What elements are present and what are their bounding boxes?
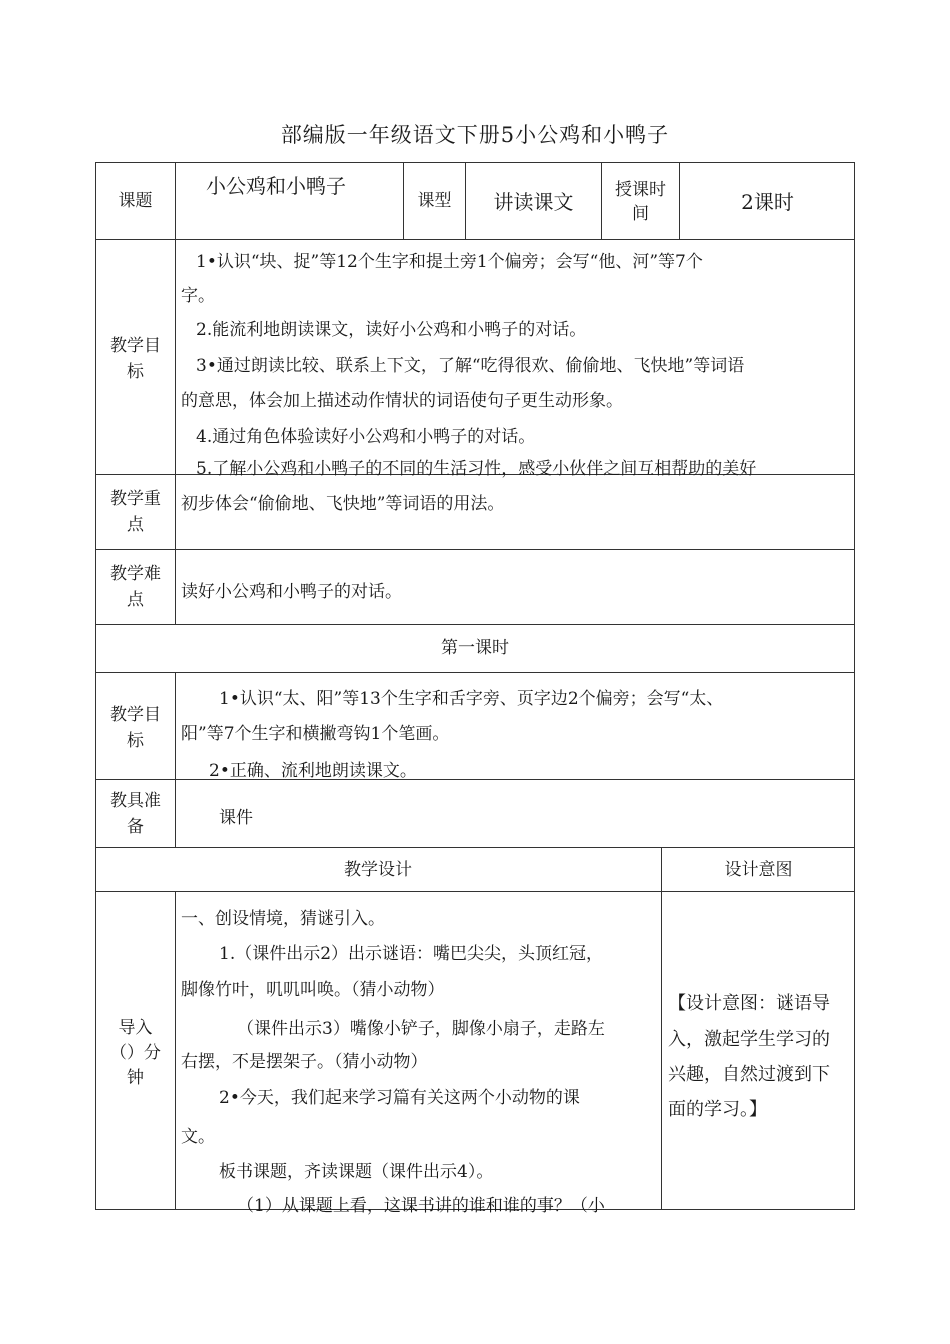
difficulties-label — [96, 561, 175, 613]
lesson-goals-label — [96, 702, 175, 754]
document-title: 部编版一年级语文下册5小公鸡和小鸭子 — [280, 123, 670, 147]
lesson-goal-line-1: 1•认识“太、阳”等13个生字和舌字旁、页字边2个偏旁；会写“太、 — [219, 689, 724, 709]
difficulties-text: 读好小公鸡和小鸭子的对话。 — [181, 582, 402, 602]
tools-label-line: 备 — [127, 817, 144, 837]
design-line: 文。 — [181, 1127, 215, 1147]
design-line: （课件出示3）嘴像小铲子，脚像小扇子，走路左 — [237, 1019, 605, 1039]
key-points-label-line: 点 — [127, 515, 144, 535]
difficulties-label-line: 教学难 — [110, 564, 161, 584]
key-points-text: 初步体会“偷偷地、飞快地”等词语的用法。 — [181, 494, 505, 514]
goal-line-5: 5.了解小公鸡和小鸭子的不同的生活习性，感受小伙伴之间互相帮助的美好 — [196, 459, 757, 479]
goals-label-line: 标 — [127, 362, 144, 382]
stage-label — [96, 1016, 175, 1091]
tools-label-line: 教具准 — [110, 791, 161, 811]
lesson-goals-label-line: 标 — [127, 731, 144, 751]
goals-label-line: 教学目 — [110, 336, 161, 356]
tools-label — [96, 788, 175, 840]
goal-line-2: 2.能流利地朗读课文，读好小公鸡和小鸭子的对话。 — [196, 320, 587, 340]
type-value: 讲读课文 — [493, 190, 574, 214]
goal-line-1: 1•认识“块、捉”等12个生字和提土旁1个偏旁；会写“他、河”等7个 — [196, 252, 703, 272]
intent-line: 面的学习。】 — [668, 1099, 767, 1120]
difficulties-label-line: 点 — [127, 590, 144, 610]
goals-label — [96, 333, 175, 385]
lesson-goals-label-line: 教学目 — [110, 705, 161, 725]
key-points-label — [96, 486, 175, 538]
goal-line-4: 4.通过角色体验读好小公鸡和小鸭子的对话。 — [196, 427, 536, 447]
intent-line: 【设计意图：谜语导 — [668, 993, 830, 1014]
row-divider — [95, 549, 855, 550]
goal-line-3: 3•通过朗读比较、联系上下文，了解“吃得很欢、偷偷地、飞快地”等词语 — [196, 356, 745, 376]
row-divider — [95, 891, 855, 892]
design-line: 2•今天，我们起来学习篇有关这两个小动物的课 — [219, 1088, 580, 1108]
col-divider — [175, 162, 176, 624]
row-divider — [95, 624, 855, 625]
lesson-heading: 第一课时 — [441, 638, 509, 658]
tools-value: 课件 — [219, 808, 253, 828]
intent-column-header: 设计意图 — [724, 860, 793, 880]
topic-value: 小公鸡和小鸭子 — [206, 174, 346, 198]
stage-label-line: 导入 — [118, 1018, 153, 1038]
stage-label-line: 钟 — [127, 1068, 144, 1088]
design-line: 脚像竹叶，叽叽叫唤。（猜小动物） — [181, 980, 445, 1000]
goal-line-1-cont: 字。 — [181, 286, 215, 306]
design-line: 右摆，不是摆架子。（猜小动物） — [181, 1052, 428, 1072]
intent-line: 兴趣，自然过渡到下 — [668, 1064, 830, 1085]
time-value: 2课时 — [741, 190, 794, 214]
row-divider — [95, 847, 855, 848]
row-divider — [95, 239, 855, 240]
lesson-goal-line-1-cont: 阳”等7个生字和横撇弯钩1个笔画。 — [181, 724, 450, 744]
design-line: 一、创设情境，猜谜引入。 — [181, 909, 385, 929]
lesson-goal-line-2: 2•正确、流利地朗读课文。 — [209, 761, 417, 781]
design-line: （1）从课题上看，这课书讲的谁和谁的事？（小 — [237, 1196, 605, 1216]
row-divider — [95, 672, 855, 673]
time-label-line: 间 — [632, 204, 649, 224]
stage-label-line: （）分 — [110, 1043, 161, 1063]
goal-line-3-cont: 的意思，体会加上描述动作情状的词语使句子更生动形象。 — [181, 391, 623, 411]
design-column-header: 教学设计 — [344, 860, 412, 880]
time-label-line: 授课时 — [615, 180, 666, 200]
col-divider — [175, 672, 176, 847]
col-divider — [661, 847, 662, 1210]
intent-line: 入，激起学生学习的 — [668, 1029, 830, 1050]
design-line: 1.（课件出示2）出示谜语：嘴巴尖尖，头顶红冠， — [219, 944, 604, 964]
design-line: 板书课题，齐读课题（课件出示4）。 — [219, 1162, 494, 1182]
time-label — [602, 178, 679, 226]
key-points-label-line: 教学重 — [110, 489, 161, 509]
col-divider — [175, 891, 176, 1210]
type-label: 课型 — [417, 191, 452, 211]
topic-label: 课题 — [118, 191, 153, 211]
